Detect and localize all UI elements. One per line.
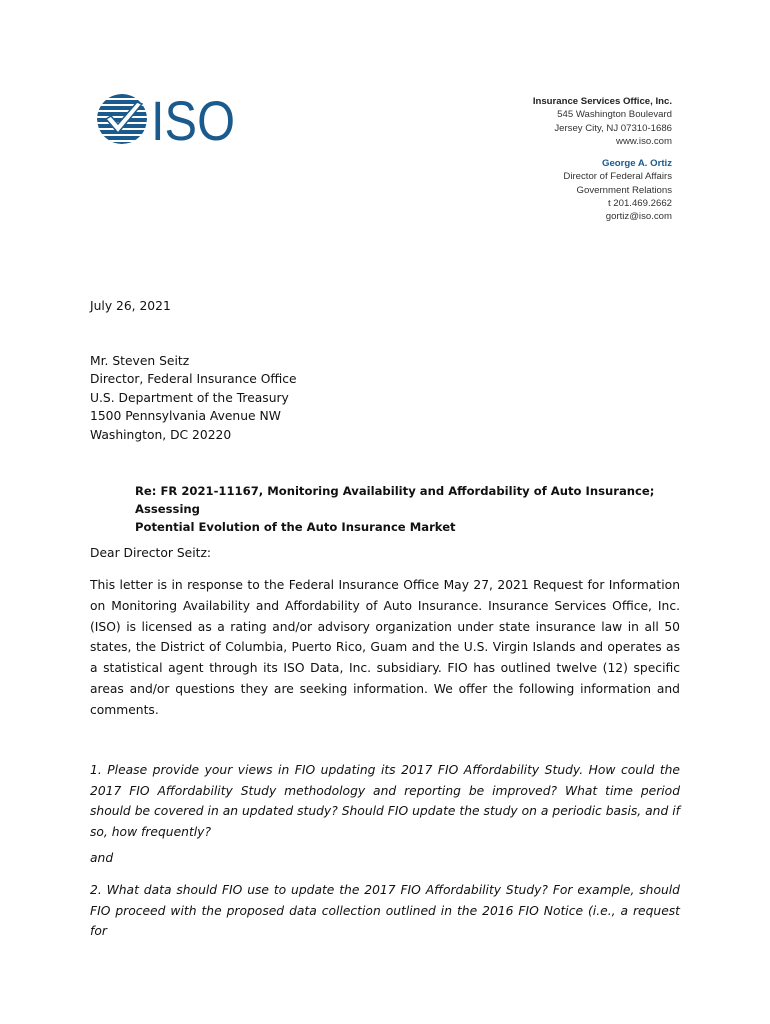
subject-line-2: Potential Evolution of the Auto Insurance Market — [135, 520, 456, 534]
letterhead — [412, 95, 672, 224]
recipient-name: Mr. Steven Seitz — [90, 354, 190, 368]
org-name: Insurance Services Office, Inc. — [532, 96, 672, 107]
sender-title: Director of Federal Affairs — [563, 171, 672, 183]
recipient-org: U.S. Department of the Treasury — [90, 390, 289, 405]
sender-phone: t 201.469.2662 — [607, 198, 672, 210]
intro-paragraph: This letter is in response to the Federal Insurance Office May 27, 2021 Request for Information on Monitoring Availability and Affordability of Auto Insurance. Insurance Services Office, Inc. (ISO) is licensed as a rating and/or advisory organization under state insurance law in all 50 states, the District of Columbia, Puerto Rico, Guam and the U.S. Virgin Islands and operates as a statistical agent through its ISO Data, Inc. subsidiary. FIO has outlined twelve (12) specific areas and/or questions they are seeking information. We offer the following information and comments. — [90, 578, 680, 717]
sender-department: Government Relations — [576, 184, 672, 196]
iso-logo — [96, 92, 238, 146]
sender-name: George A. Ortiz — [601, 158, 672, 170]
org-city: Jersey City, NJ 07310-1686 — [554, 122, 672, 134]
iso-logo-graphic — [96, 92, 238, 146]
recipient-city: Washington, DC 20220 — [90, 427, 232, 442]
letterhead-spacer — [412, 148, 672, 157]
recipient-street: 1500 Pennsylvania Avenue NW — [90, 409, 281, 424]
org-street: 545 Washington Boulevard — [557, 109, 672, 121]
recipient-title: Director, Federal Insurance Office — [90, 372, 297, 387]
sender-email[interactable]: gortiz@iso.com — [605, 211, 672, 223]
recipient-address — [90, 352, 297, 444]
org-website[interactable]: www.iso.com — [616, 135, 672, 147]
subject-line-1: Re: FR 2021-11167, Monitoring Availability and Affordability of Auto Insurance; Assessing — [135, 484, 655, 516]
subject-line — [135, 482, 680, 536]
logo-text: ISO — [151, 92, 235, 146]
letter-date: July 26, 2021 — [90, 299, 171, 313]
conjunction-and: and — [90, 851, 114, 865]
question-1: 1. Please provide your views in FIO updating its 2017 FIO Affordability Study. How could the 2017 FIO Affordability Study methodology and reporting be improved? What time period should be covered in an updated study? Should FIO update the study on a periodic basis, and if so, how frequently? — [90, 763, 680, 839]
salutation: Dear Director Seitz: — [90, 546, 212, 560]
question-2: 2. What data should FIO use to update the 2017 FIO Affordability Study? For example, should FIO proceed with the proposed data collection outlined in the 2016 FIO Notice (i.e., a request for — [90, 883, 680, 938]
